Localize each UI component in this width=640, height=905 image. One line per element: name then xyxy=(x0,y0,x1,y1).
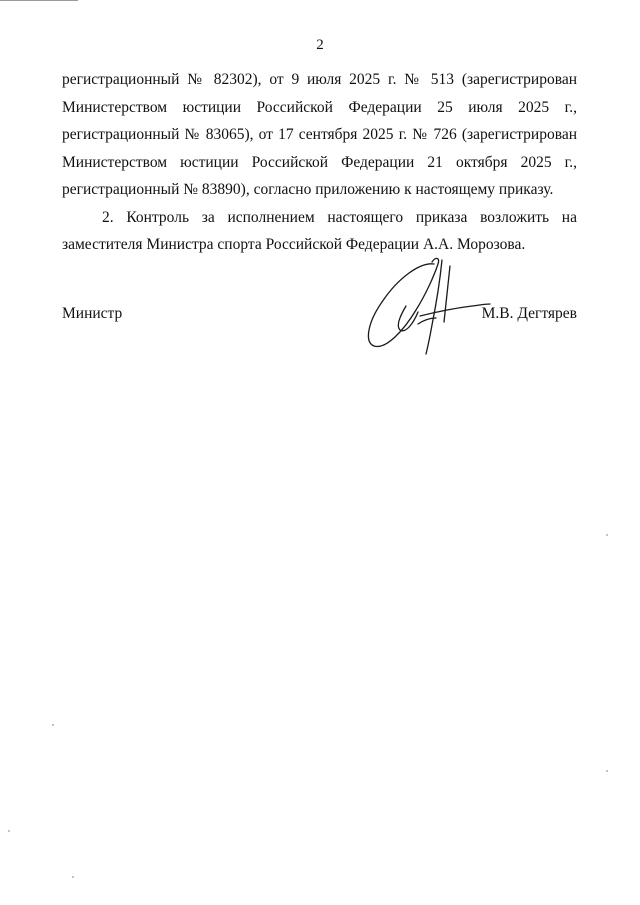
page-number: 2 xyxy=(316,37,324,53)
scan-edge-line xyxy=(0,0,78,1)
signer-position: Министр xyxy=(62,305,123,322)
scan-speck xyxy=(8,830,10,832)
document-body xyxy=(62,66,577,259)
scan-speck xyxy=(52,724,54,726)
paragraph-continuation: регистрационный № 82302), от 9 июля 2025 г. № 513 (зарегистрирован Министерством юстиции Российской Федерации 25 июля 2025 г., регистрационный № 83065), от 17 сентября 2025 г. № 726 (зарегистрирован Министерством юстиции Российской Федерации 21 октября 2025 г., регистрационный № 83890), согласно приложению к настоящему приказу. xyxy=(62,71,577,198)
scan-speck xyxy=(606,534,608,536)
paragraph-item-2: 2. Контроль за исполнением настоящего приказа возложить на заместителя Министра спорта Российской Федерации А.А. Морозова. xyxy=(62,208,577,253)
signature-row xyxy=(62,303,577,325)
scan-speck xyxy=(72,876,74,878)
handwritten-signature-icon xyxy=(360,250,495,360)
scan-speck xyxy=(606,770,608,772)
signer-name: М.В. Дегтярев xyxy=(481,305,577,322)
